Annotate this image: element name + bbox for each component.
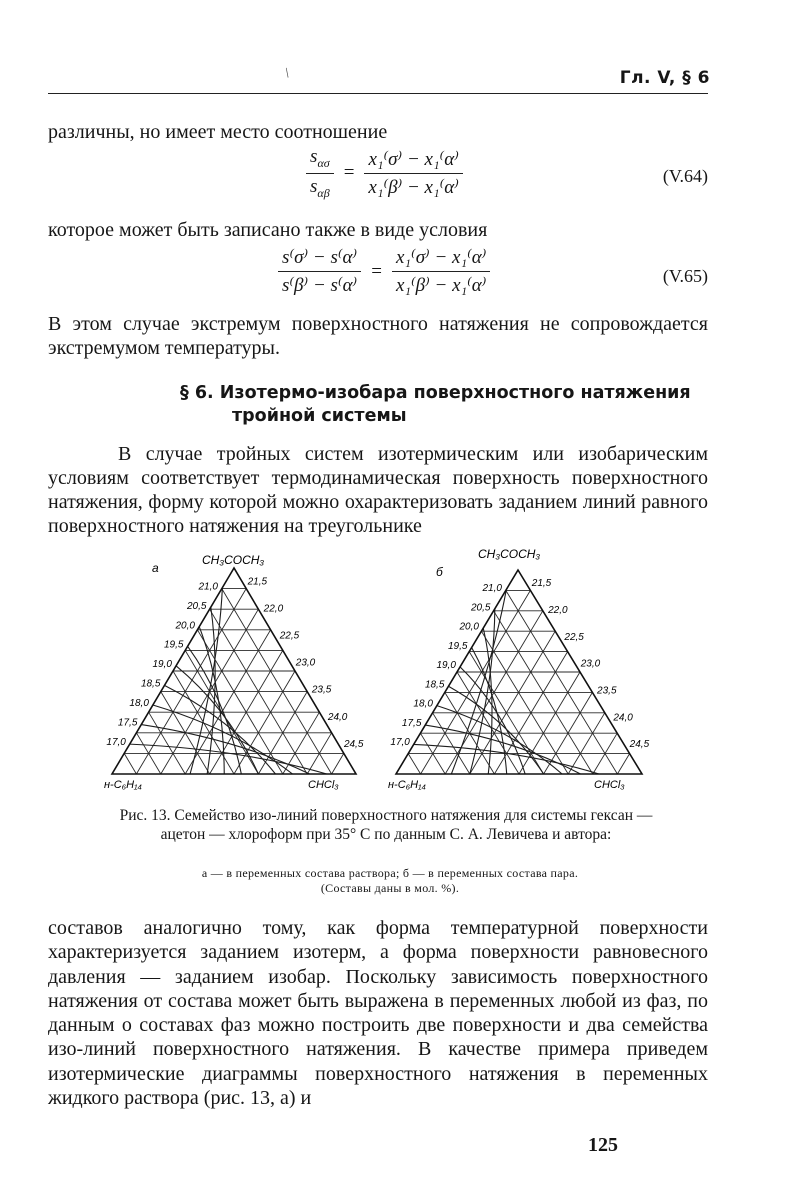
eq65-rhs-num: x₁⁽σ⁾ − x₁⁽α⁾ (395, 247, 487, 268)
figure-caption: Рис. 13. Семейство изо-линий поверхностного натяжения для системы гексан — ацетон — хлороформ при 35° С по данным С. А. Левичева и автора: (119, 807, 653, 843)
isoline-value-right: 24,5 (343, 738, 364, 750)
paragraph-ternary: В случае тройных систем изотермическим или изобарическим условиям соответствует термодинамическая поверхность поверхностного натяжения, форму которой можно охарактеризовать заданием линий равного поверхностного натяжения на треугольнике (48, 443, 708, 537)
vertex-label-acetone-a: CH₃COCH₃ (202, 553, 265, 567)
paragraph-intro: различны, но имеет место соотношение (48, 121, 388, 143)
vertex-label-chloroform-a: CHCl₃ (308, 779, 339, 791)
isoline-value-left: 20,0 (459, 621, 479, 633)
eq64-rhs-num: x₁⁽σ⁾ − x₁⁽α⁾ (368, 148, 459, 170)
eq64-lhs-den-sub: αβ (317, 185, 330, 200)
isoline-value-left: 18,0 (129, 698, 149, 710)
eq64-rhs (364, 148, 463, 199)
isoline-value-left: 20,5 (470, 602, 491, 614)
iso-line (130, 744, 327, 774)
grid-line (519, 672, 580, 774)
running-header: Гл. V, § 6 (619, 68, 710, 88)
grid-line (408, 754, 420, 774)
eq65-lhs-num: s⁽σ⁾ − s⁽α⁾ (282, 247, 358, 268)
isoline-value-right: 22,0 (263, 603, 284, 615)
grid-line (332, 753, 344, 774)
eq64-lhs (306, 146, 334, 201)
isoline-value-left: 17,5 (401, 717, 422, 729)
isoline-value-left: 17,5 (117, 717, 138, 729)
equation-number-v64: (V.64) (662, 166, 708, 186)
grid-line (149, 712, 186, 774)
equation-v65: $\frac{s^(\sigma^) - s^(\alpha^)}{s^(\beta^) - s^(\alpha^)}$ = $\frac{\text{x₁⁽σ⁾ − x₁⁽α⁾}}{\text{x₁⁽β⁾ − x₁⁽α⁾}}$ (278, 246, 490, 297)
vertex-label-hexane-a: н-C₆H₁₄ (104, 779, 142, 791)
eq64-lhs-den: s (310, 175, 318, 197)
isoline-value-left: 18,0 (413, 698, 433, 710)
section-heading (180, 382, 700, 428)
grid-line (234, 671, 295, 774)
equation-v64: $\frac{s_{\alpha\sigma}}{s_{\alpha\beta}}$ = $\frac{\text{x₁⁽σ⁾ − x₁⁽α⁾}}{\text{x₁⁽β⁾ − x₁⁽α⁾}}$ (306, 146, 463, 201)
isoline-value-left: 19,5 (447, 640, 468, 652)
isoline-value-right: 23,5 (311, 684, 332, 696)
isoline-value-right: 24,0 (327, 711, 348, 723)
ternary-diagram-b (380, 542, 670, 792)
ternary-diagram-a (100, 542, 380, 792)
eq64-rhs-den: x₁⁽β⁾ − x₁⁽α⁾ (368, 176, 459, 198)
paragraph-compositions: составов аналогично тому, как форма температурной поверхности характеризуется заданием изотерм, а форма поверхности равновесного давления — заданием изобар. Поскольку зависимость поверхностного натяжения от состава может быть выражена в переменных любой из фаз, по данным о составах фаз можно построить две поверхности и два семейства изо-линий поверхностного натяжения. В качестве примера приведем изотермические диаграммы поверхностного натяжения в переменных жидкого раствора (рис. 13, а) и (48, 917, 708, 1110)
panel-label-a: а (152, 561, 159, 575)
figure-legend-2: (Составы даны в мол. %). (320, 881, 460, 895)
isoline-value-right: 21,5 (247, 576, 268, 588)
eq65-rhs (392, 246, 491, 297)
section-heading-line2: тройной системы (232, 406, 407, 426)
paragraph-condition: которое может быть записано также в виде условия (48, 219, 488, 241)
iso-line (425, 725, 580, 774)
iso-line (451, 589, 506, 774)
grid-line (124, 753, 136, 774)
isoline-value-right: 23,5 (597, 685, 617, 697)
eq64-lhs-num: s (310, 146, 318, 167)
eq65-lhs-den: s⁽β⁾ − s⁽α⁾ (282, 275, 358, 296)
isoline-value-left: 19,0 (152, 659, 172, 671)
isoline-value-left: 19,0 (436, 660, 456, 672)
isoline-value-right: 24,0 (613, 712, 633, 724)
eq65-lhs (278, 246, 361, 297)
iso-line (141, 725, 309, 774)
isoline-value-right: 22,0 (548, 604, 568, 616)
grid-line (470, 631, 555, 774)
figure-legend-1: а — в переменных состава раствора; б — в переменных состава пара. (201, 866, 579, 880)
isoline-value-right: 23,0 (295, 657, 316, 669)
eq65-rhs-den: x₁⁽β⁾ − x₁⁽α⁾ (395, 275, 487, 296)
vertex-label-hexane-b: н-C₆H₁₄ (388, 779, 426, 791)
isoline-value-left: 19,5 (163, 639, 184, 651)
isoline-value-right: 22,5 (279, 630, 300, 642)
vertex-label-acetone-b: CH₃COCH₃ (478, 547, 541, 561)
stray-mark: / (282, 66, 294, 82)
isoline-value-left: 20,5 (186, 600, 207, 612)
isoline-value-left: 18,5 (140, 678, 161, 690)
header-rule (48, 93, 708, 94)
isoline-value-left: 17,0 (106, 736, 126, 748)
isoline-value-right: 22,5 (564, 631, 584, 643)
grid-line (617, 754, 629, 774)
page-number: 125 (588, 1134, 618, 1156)
iso-line (483, 628, 492, 774)
panel-label-b: б (436, 565, 443, 579)
equation-number-v65: (V.65) (662, 266, 708, 286)
isoline-value-right: 21,5 (531, 578, 552, 590)
iso-line (460, 667, 525, 774)
isoline-value-left: 21,0 (198, 581, 218, 593)
isoline-value-left: 18,5 (424, 679, 445, 691)
eq64-lhs-num-sub: ασ (317, 155, 330, 170)
isoline-value-left: 20,0 (175, 620, 195, 632)
paragraph-extremum: В этом случае экстремум поверхностного натяжения не сопровождается экстремумом температуры. (48, 313, 708, 359)
vertex-label-chloroform-b: CHCl₃ (594, 779, 625, 791)
isoline-value-left: 21,0 (482, 583, 502, 595)
section-heading-line1: § 6. Изотермо-изобара поверхностного натяжения (180, 383, 691, 403)
isoline-value-right: 23,0 (580, 658, 601, 670)
isoline-value-right: 24,5 (629, 739, 650, 751)
isoline-value-left: 17,0 (390, 737, 410, 749)
